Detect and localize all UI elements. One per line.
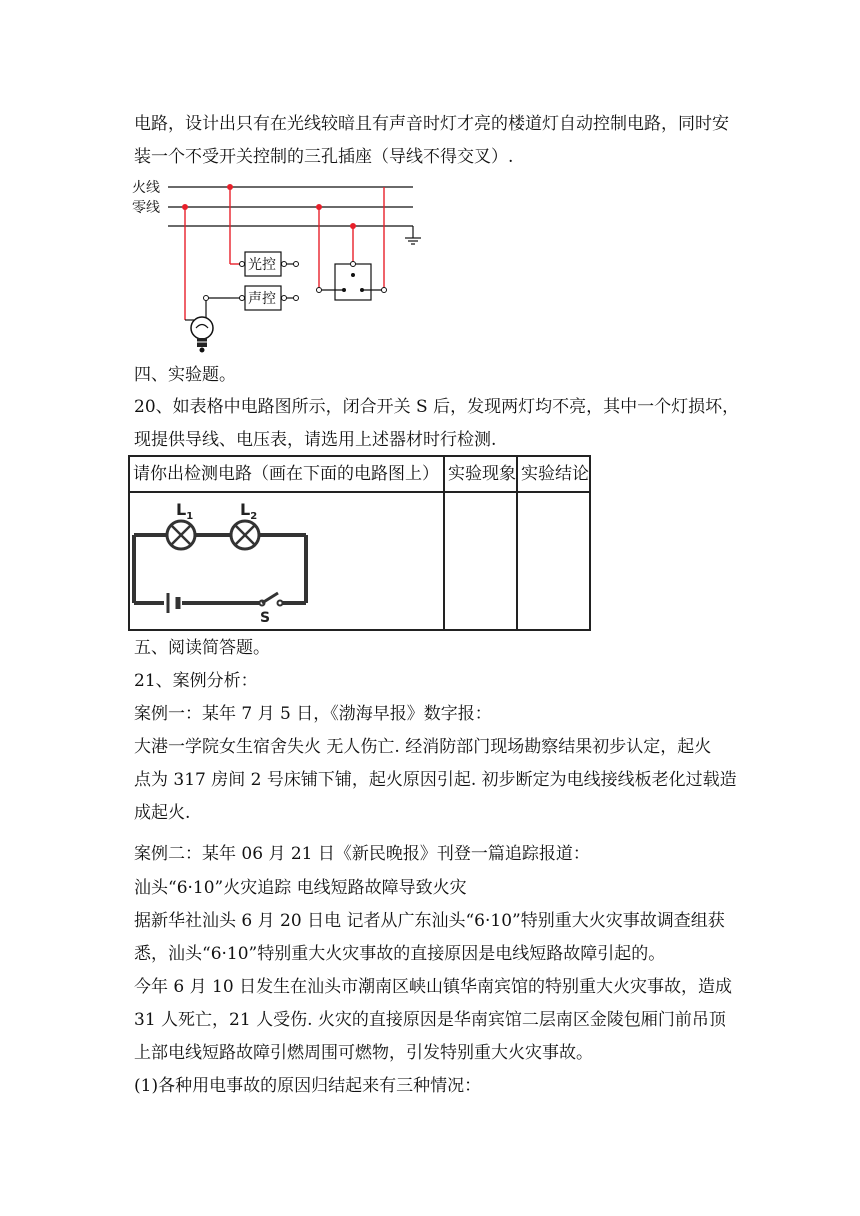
neutral-wire-label: 零线 bbox=[132, 200, 160, 216]
three-pin-socket bbox=[335, 264, 371, 300]
text-line: 21、案例分析： bbox=[134, 671, 258, 691]
detection-circuit-diagram bbox=[130, 493, 440, 625]
light-bulb-icon bbox=[191, 317, 213, 353]
lamp-L1-label-subscript: 1 bbox=[186, 511, 194, 522]
table-header-phenomenon: 实验现象 bbox=[444, 456, 517, 492]
experiment-table bbox=[128, 455, 591, 631]
lamp-L2-icon bbox=[231, 521, 259, 549]
conclusion-answer-cell[interactable] bbox=[517, 492, 590, 630]
section-heading: 五、阅读简答题。 bbox=[134, 638, 270, 658]
circuit-drawing-cell[interactable] bbox=[129, 492, 444, 630]
text-line: 案例一：某年 7 月 5 日，《渤海早报》数字报： bbox=[134, 704, 492, 724]
text-line: 汕头“6·10”火灾追踪 电线短路故障导致火灾 bbox=[134, 878, 467, 898]
battery-icon bbox=[168, 593, 178, 613]
phenomenon-answer-cell[interactable] bbox=[444, 492, 517, 630]
switch-S-icon bbox=[260, 593, 283, 606]
light-control-label: 光控 bbox=[248, 257, 276, 273]
table-header-conclusion: 实验结论 bbox=[517, 456, 590, 492]
lamp-L2-label bbox=[240, 500, 257, 522]
text-line: 成起火. bbox=[134, 803, 191, 823]
text-line: 31 人死亡，21 人受伤. 火灾的直接原因是华南宾馆二层南区金陵包厢门前吊顶 bbox=[134, 1010, 726, 1030]
text-line: 案例二：某年 06 月 21 日《新民晚报》刊登一篇追踪报道： bbox=[134, 844, 590, 864]
section-heading: 四、实验题。 bbox=[134, 365, 236, 385]
text-line: 现提供导线、电压表，请选用上述器材时行检测. bbox=[134, 430, 497, 450]
text-line: 悉，汕头“6·10”特别重大火灾事故的直接原因是电线短路故障引起的。 bbox=[134, 944, 666, 964]
ground-icon bbox=[405, 226, 421, 244]
text-line: 大港一学院女生宿舍失火 无人伤亡. 经消防部门现场勘察结果初步认定，起火 bbox=[134, 737, 712, 757]
sound-control-label: 声控 bbox=[248, 291, 276, 307]
text-line: 电路，设计出只有在光线较暗且有声音时灯才亮的楼道灯自动控制电路，同时安 bbox=[134, 114, 729, 134]
lamp-L2-label-subscript: 2 bbox=[250, 511, 258, 522]
text-line: (1)各种用电事故的原因归结起来有三种情况： bbox=[134, 1076, 482, 1096]
lamp-L1-label bbox=[176, 500, 193, 522]
socket-pin-earth bbox=[351, 273, 355, 277]
text-line: 据新华社汕头 6 月 20 日电 记者从广东汕头“6·10”特别重大火灾事故调查组获 bbox=[134, 911, 725, 931]
switch-S-label: S bbox=[260, 610, 271, 625]
text-line: 今年 6 月 10 日发生在汕头市潮南区峡山镇华南宾馆的特别重大火灾事故，造成 bbox=[134, 977, 733, 997]
lamp-L2-label-letter: L bbox=[240, 500, 251, 519]
live-wire-label: 火线 bbox=[132, 180, 160, 196]
text-line: 装一个不受开关控制的三孔插座（导线不得交叉）. bbox=[134, 147, 514, 167]
stairway-light-circuit-diagram bbox=[130, 176, 430, 366]
text-line: 点为 317 房间 2 号床铺下铺，起火原因引起. 初步断定为电线接线板老化过载造 bbox=[134, 770, 737, 790]
lamp-L1-icon bbox=[167, 521, 195, 549]
table-header-circuit: 请你出检测电路（画在下面的电路图上） bbox=[129, 456, 444, 492]
lamp-L1-label-letter: L bbox=[176, 500, 187, 519]
text-line: 上部电线短路故障引燃周围可燃物，引发特别重大火灾事故。 bbox=[134, 1043, 593, 1063]
text-line: 20、如表格中电路图所示，闭合开关 S 后，发现两灯均不亮，其中一个灯损坏， bbox=[134, 397, 740, 417]
